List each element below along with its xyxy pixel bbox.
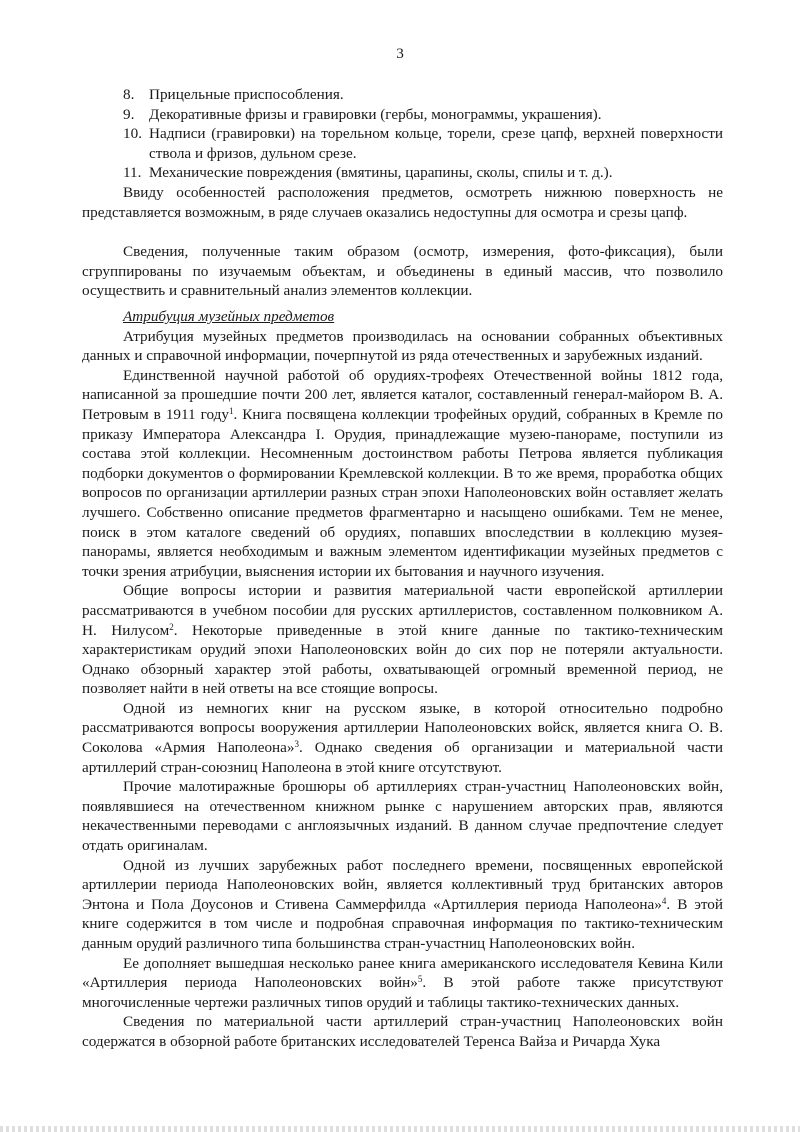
- paragraph: Одной из лучших зарубежных работ последнего времени, посвященных европейской артиллерии периода Наполеоновских войн, является коллективный труд британских авторов Энтона и Пола Доусонов и Стивена Саммерфилда «Артиллерия периода Наполеона»$^4$. В этой книге содержится в том числе и подробная справочная информация по тактико-техническим данным орудий различного типа большинства стран-участниц Наполеоновских войн.: [82, 856, 723, 952]
- numbered-list: [123, 85, 723, 183]
- list-item-number: 11.: [123, 164, 142, 182]
- list-item-number: 8.: [123, 86, 135, 103]
- footnote-ref: 5: [417, 974, 423, 985]
- list-item: [123, 85, 723, 105]
- scan-edge: [0, 1126, 800, 1132]
- footnote-ref: 4: [661, 895, 667, 906]
- footnote-ref: 1: [228, 405, 234, 416]
- paragraph-after-list: Ввиду особенностей расположения предметов, осмотреть нижнюю поверхность не представляется возможным, в ряде случаев оказались недоступны для осмотра и срезы цапф.: [82, 184, 723, 221]
- page-number: 3: [396, 45, 404, 62]
- footnote-ref: 2: [169, 621, 174, 632]
- list-item-text: Надписи (гравировки) на торельном кольце, торели, срезе цапф, верхней поверхности ствола и фризов, дульном срезе.: [149, 125, 723, 162]
- paragraph: Единственной научной работой об орудиях-трофеях Отечественной войны 1812 года, написанной за прошедшие почти 200 лет, является каталог, составленный генерал-майором В. А. Петровым в 1911 году$^1$. Книга посвящена коллекции трофейных орудий, собранных в Кремле по приказу Императора Александра I. Орудия, принадлежащие музею-панораме, поступили из состава этой коллекции. Несомненным достоинством работы Петрова является публикация подборки документов о формировании Кремлевской коллекции. В то же время, проработка общих вопросов по организации артиллерии разных стран эпохи Наполеоновских войн оставляет желать лучшего. Собственно описание предметов фрагментарно и насыщено ошибками. Тем не менее, поиск в этом каталоге сведений об орудиях, попавших впоследствии в коллекцию музея-панорамы, является необходимым и важным элементом идентификации музейных предметов с точки зрения атрибуции, выяснения истории их бытования и научного изучения.: [82, 366, 724, 580]
- paragraph: Сведения по материальной части артиллерий стран-участниц Наполеоновских войн содержатся в обзорной работе британских исследователей Теренса Вайза и Ричарда Хука: [82, 1013, 723, 1050]
- paragraph: Атрибуция музейных предметов производилась на основании собранных объективных данных и справочной информации, почерпнутой из ряда отечественных и зарубежных изданий.: [82, 327, 723, 365]
- list-item: [123, 163, 723, 183]
- footnote-ref: 3: [294, 739, 300, 750]
- paragraph: Прочие малотиражные брошюры об артиллериях стран-участниц Наполеоновских войн, появлявшиеся на отечественном книжном рынке с нарушением авторских прав, являются некачественными переводами с англоязычных изданий. В данном случае предпочтение следует отдать оригиналам.: [82, 778, 723, 855]
- body-text-intro: [82, 183, 723, 222]
- paragraph: Одной из немногих книг на русском языке, в которой относительно подробно рассматриваются вопросы вооружения артиллерии Наполеоновских войск, является книга О. В. Соколова «Армия Наполеона»$^3$. Однако сведения об организации и материальной части артиллерий стран-союзниц Наполеона в этой книге отсутствуют.: [82, 699, 723, 776]
- list-item-text: Декоративные фризы и гравировки (гербы, монограммы, украшения).: [149, 105, 602, 123]
- paragraph-grouping: Сведения, полученные таким образом (осмотр, измерения, фото-фиксация), были сгруппированы по изучаемым объектам, и объединены в единый массив, что позволило осуществить и сравнительный анализ элементов коллекции.: [82, 243, 723, 300]
- paragraph: Общие вопросы истории и развития материальной части европейской артиллерии рассматриваются в учебном пособии для русских артиллеристов, составленном полковником А. Н. Нилусом$^2$. Некоторые приведенные в этой книге данные по тактико-техническим характеристикам орудий эпохи Наполеоновских войн до сих пор не потеряли актуальности. Однако обзорный характер этой работы, охватывающей огромный временной период, не позволяет найти в ней ответы на все стоящие вопросы.: [82, 582, 723, 698]
- list-item: [123, 124, 723, 163]
- list-item-number: 9.: [123, 105, 135, 123]
- body-text-grouping: [82, 242, 723, 301]
- list-item-number: 10.: [123, 125, 142, 143]
- section-heading: Атрибуция музейных предметов: [123, 308, 335, 325]
- section-attribution: [82, 307, 723, 1052]
- list-item-text: Прицельные приспособления.: [149, 86, 344, 103]
- list-item-text: Механические повреждения (вмятины, царапины, сколы, спилы и т. д.).: [149, 164, 613, 182]
- list-item: [123, 105, 723, 125]
- paragraph: Ее дополняет вышедшая несколько ранее книга американского исследователя Кевина Кили «Артиллерия периода Наполеоновских войн»$^5$. В этой работе также присутствуют многочисленные чертежи различных типов орудий и таблицы тактико-технических данных.: [82, 954, 723, 1011]
